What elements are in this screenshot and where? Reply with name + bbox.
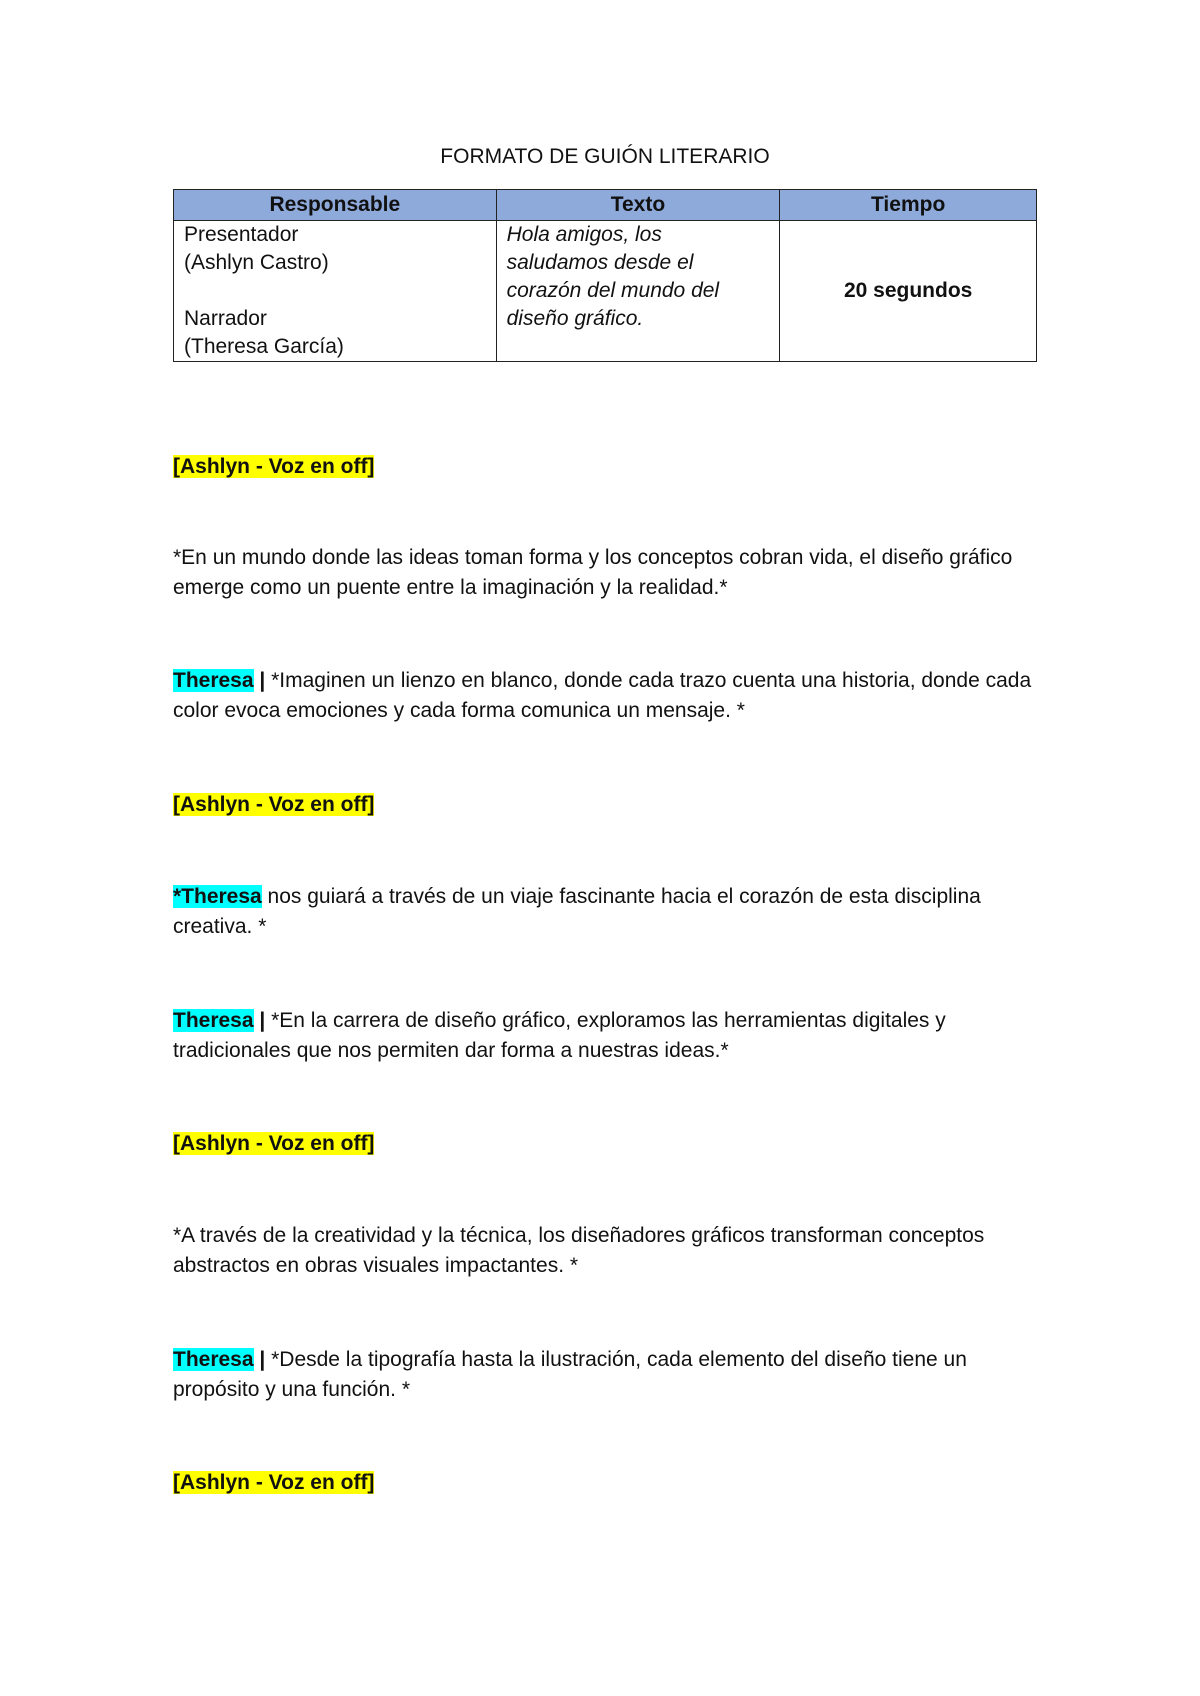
ashlyn-voice-over-label: [Ashlyn - Voz en off]	[173, 1471, 375, 1494]
script-table	[173, 189, 1037, 362]
speaker-separator: |	[253, 1009, 266, 1032]
responsable-role-2: Narrador	[184, 307, 267, 330]
header-texto: Texto	[496, 190, 780, 221]
responsable-role-1: Presentador	[184, 223, 299, 246]
speaker-separator: |	[253, 1348, 266, 1371]
paragraph-text: *A través de la creatividad y la técnica, los diseñadores gráficos transforman conceptos abstractos en obras visuales impactantes. *	[173, 1224, 985, 1277]
theresa-label: Theresa	[173, 1009, 254, 1032]
theresa-label: Theresa	[173, 669, 254, 692]
responsable-person-2: (Theresa García)	[184, 335, 344, 358]
paragraph-text: *Imaginen un lienzo en blanco, donde cada trazo cuenta una historia, donde cada color evoca emociones y cada forma comunica un mensaje. *	[173, 669, 1032, 722]
voice-over-cue	[173, 1129, 1043, 1159]
theresa-paragraph	[173, 666, 1043, 726]
table-header-row	[174, 190, 1037, 221]
header-responsable: Responsable	[174, 190, 497, 221]
cell-tiempo: 20 segundos	[780, 221, 1037, 362]
voice-over-cue	[173, 790, 1043, 820]
responsable-person-1: (Ashlyn Castro)	[184, 251, 329, 274]
paragraph-text: *Desde la tipografía hasta la ilustración, cada elemento del diseño tiene un propósito y una función. *	[173, 1348, 967, 1401]
texto-line: saludamos desde el	[506, 251, 694, 274]
paragraph-text: *En un mundo donde las ideas toman forma y los conceptos cobran vida, el diseño gráfico emerge como un puente entre la imaginación y la realidad.*	[173, 546, 1013, 599]
texto-line: diseño gráfico.	[506, 307, 644, 330]
texto-line: corazón del mundo del	[506, 279, 720, 302]
theresa-paragraph	[173, 1006, 1043, 1066]
paragraph-text: *En la carrera de diseño gráfico, exploramos las herramientas digitales y tradicionales que nos permiten dar forma a nuestras ideas.*	[173, 1009, 946, 1062]
texto-line: Hola amigos, los	[506, 223, 662, 246]
narration-paragraph	[173, 543, 1043, 603]
header-tiempo: Tiempo	[780, 190, 1037, 221]
theresa-label: Theresa	[173, 1348, 254, 1371]
table-row	[174, 221, 1037, 362]
voice-over-cue	[173, 1468, 1043, 1498]
ashlyn-voice-over-label: [Ashlyn - Voz en off]	[173, 1132, 375, 1155]
voice-over-cue	[173, 452, 1043, 482]
theresa-label: *Theresa	[173, 885, 262, 908]
cell-responsable	[174, 221, 497, 362]
cell-texto	[496, 221, 780, 362]
narration-paragraph	[173, 882, 1043, 942]
speaker-separator: |	[253, 669, 266, 692]
ashlyn-voice-over-label: [Ashlyn - Voz en off]	[173, 793, 375, 816]
narration-paragraph	[173, 1221, 1043, 1281]
spacer	[184, 277, 496, 305]
theresa-paragraph	[173, 1345, 1043, 1405]
document-title: FORMATO DE GUIÓN LITERARIO	[440, 145, 770, 168]
paragraph-text: nos guiará a través de un viaje fascinante hacia el corazón de esta disciplina creativa. *	[173, 885, 981, 938]
ashlyn-voice-over-label: [Ashlyn - Voz en off]	[173, 455, 375, 478]
